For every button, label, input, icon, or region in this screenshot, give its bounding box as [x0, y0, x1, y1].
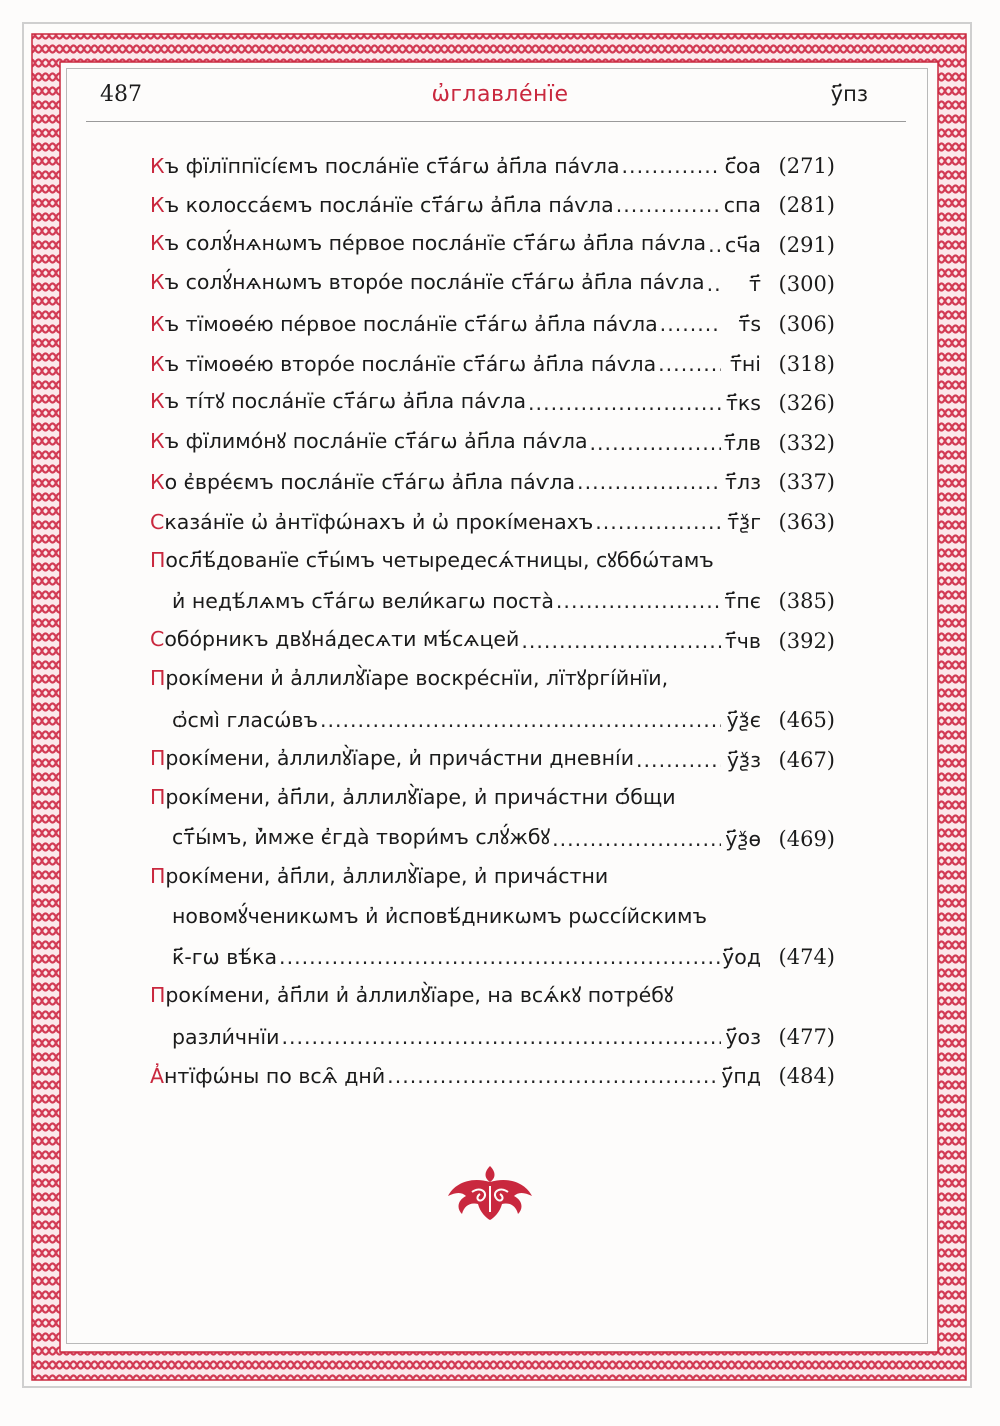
toc-entry	[150, 257, 835, 297]
toc-entry-title	[150, 229, 706, 257]
toc-page-slavonic: с҃оа	[724, 153, 761, 178]
leader-dots	[622, 154, 721, 178]
toc-entry-text: разли́чнїи	[172, 1024, 280, 1049]
leader-dots	[577, 470, 721, 494]
toc-entry	[150, 851, 835, 891]
toc-page-arabic: (281)	[778, 193, 835, 218]
toc-page-slavonic: т҃лз	[725, 470, 761, 495]
toc-entry-title	[150, 1064, 385, 1088]
leader-dots	[616, 193, 721, 217]
toc-entry-text: рокі́мени, а҆п҃ли, а҆ллилꙋ̀їаре, и҆ прича́стни ѻ҆́бщи	[165, 785, 676, 810]
toc-entry	[150, 613, 835, 653]
leader-dots	[281, 1025, 721, 1049]
header-rule	[86, 121, 906, 122]
toc-entry-title	[172, 823, 550, 851]
toc-page-slavonic: у҃ѯѳ	[725, 826, 761, 851]
red-initial: П	[150, 666, 166, 691]
toc-page-slavonic: у҃оз	[725, 1024, 761, 1049]
toc-page-arabic: (385)	[778, 589, 835, 614]
toc-page-slavonic: т҃ѯг	[727, 509, 761, 534]
toc-entry	[150, 772, 835, 812]
toc-entry-text: ҆нтїфѡ́ны по всѧ̑ дни̑	[164, 1064, 386, 1089]
toc-page-slavonic: т҃	[749, 272, 761, 297]
leader-dots	[636, 748, 721, 772]
toc-entry-title	[172, 945, 277, 969]
toc-entry-text: каза́нїе ѡ҆ а҆нтїфѡ́нахъ и҆ ѡ҆ прокі́менахъ	[164, 509, 594, 534]
toc-entry-title	[150, 981, 674, 1009]
toc-entry-title	[150, 352, 656, 376]
toc-entry	[150, 969, 835, 1009]
toc-entry-text: ъ солꙋ́нѧнѡмъ пе́рвое посла́нїе ст҃а́гѡ а҆п҃ла па́ѵла	[164, 230, 707, 255]
toc-entry	[150, 811, 835, 851]
toc-entry-text: и҆ недѣ́лѧмъ ст҃а́гѡ вели́кагѡ поста̀	[172, 589, 554, 614]
toc-entry-title	[172, 1025, 279, 1049]
toc-page-slavonic: т҃пє	[724, 589, 761, 614]
toc-entry	[150, 138, 835, 178]
leader-dots	[521, 629, 721, 653]
toc-entry-text: о є҆вре́ємъ посла́нїе ст҃а́гѡ а҆п҃ла па́ѵла	[164, 470, 576, 495]
toc-page-arabic: (392)	[778, 628, 835, 653]
toc-entry-text: ст҃ы́мъ, и҆̀мже є҆гда̀ твори́мъ слꙋ́жбꙋ	[172, 824, 551, 849]
toc-entry	[150, 296, 835, 336]
page-number-arabic: 487	[100, 82, 142, 107]
toc-entry-title	[150, 546, 714, 574]
toc-entry-title	[150, 387, 526, 415]
toc-page-arabic: (306)	[778, 311, 835, 336]
floral-ornament-icon	[440, 1162, 540, 1224]
toc-entry-text: рокі́мени, а҆п҃ли, а҆ллилꙋ̀їаре, и҆ прича́стни	[165, 864, 609, 889]
toc-entry-title	[150, 783, 676, 811]
toc-page-slavonic: у҃пд	[721, 1064, 761, 1089]
toc-entry	[150, 376, 835, 416]
toc-entry-title	[150, 312, 658, 336]
red-initial: П	[150, 547, 166, 572]
toc-entry-text: рокі́мени и҆ а҆ллилꙋ̀їаре воскре́снїи, лїтꙋргі́йнїи,	[165, 666, 669, 691]
leader-dots	[320, 708, 721, 732]
red-initial: К	[150, 153, 165, 178]
toc-page-slavonic: т҃лв	[723, 430, 761, 455]
toc-page-arabic: (363)	[778, 509, 835, 534]
toc-page-arabic: (484)	[778, 1064, 835, 1089]
toc-entry-text: ъ тїмоѳе́ю пе́рвое посла́нїе ст҃а́гѡ а҆п҃ла па́ѵла	[164, 311, 658, 336]
toc-entry	[150, 415, 835, 455]
red-initial: К	[150, 351, 165, 376]
toc-entry-title	[150, 470, 575, 494]
toc-entry-title	[172, 902, 707, 930]
toc-page-slavonic: сч҃а	[725, 232, 761, 257]
toc-entry-text: обо́рникъ двꙋна́десѧти мѣ́сѧцей	[164, 626, 520, 651]
leader-dots	[658, 352, 721, 376]
toc-entry	[150, 574, 835, 614]
leader-dots	[595, 510, 721, 534]
toc-entry-text: осл҃ѣ́дованїе ст҃ы́мъ четыредесѧ́тницы, сꙋббѡ́тамъ	[165, 547, 714, 572]
toc-page-slavonic: т҃чв	[724, 628, 761, 653]
toc-entry	[150, 1049, 835, 1089]
toc-page-arabic: (300)	[778, 272, 835, 297]
leader-dots	[590, 431, 721, 455]
red-initial: С	[150, 509, 165, 534]
red-initial: П	[150, 983, 166, 1008]
toc-page-slavonic: у҃од	[722, 945, 761, 970]
toc-page-arabic: (467)	[778, 747, 835, 772]
page-title: ѡ҆главле́нїе	[431, 82, 569, 107]
toc-entry-text: новомꙋ́ченикѡмъ и҆ и҆сповѣ́дникѡмъ рѡссі́йскимъ	[172, 903, 707, 928]
toc-page-arabic: (474)	[778, 945, 835, 970]
toc-entry-text: к҃-гѡ вѣ́ка	[172, 945, 278, 970]
red-initial: С	[150, 626, 165, 651]
toc-page-arabic: (332)	[778, 430, 835, 455]
toc-page-arabic: (477)	[778, 1024, 835, 1049]
leader-dots	[528, 391, 721, 415]
leader-dots	[660, 312, 721, 336]
toc-entry	[150, 178, 835, 218]
red-initial: К	[150, 311, 165, 336]
toc-entry	[150, 653, 835, 693]
toc-entry-title	[150, 862, 608, 890]
toc-entry-text: ъ ті́тꙋ посла́нїе ст҃а́гѡ а҆п҃ла па́ѵла	[164, 389, 527, 414]
toc-entry	[150, 494, 835, 534]
toc-entry	[150, 1009, 835, 1049]
toc-entry-title	[150, 268, 705, 296]
toc-page-arabic: (469)	[778, 826, 835, 851]
leader-dots	[279, 945, 720, 969]
red-initial: К	[150, 230, 165, 255]
toc-page-slavonic: спа	[723, 193, 761, 218]
toc-entry	[150, 455, 835, 495]
toc-page-arabic: (465)	[778, 707, 835, 732]
red-initial: К	[150, 428, 165, 453]
leader-dots	[556, 589, 721, 613]
leader-dots	[387, 1064, 719, 1088]
red-initial: П	[150, 864, 166, 889]
toc-page-slavonic: т҃кѕ	[725, 391, 761, 416]
toc-entry	[150, 890, 835, 930]
table-of-contents	[150, 138, 835, 1088]
red-initial: П	[150, 745, 166, 770]
leader-dots	[708, 233, 721, 257]
toc-entry	[150, 692, 835, 732]
toc-entry-text: ъ солꙋ́нѧнѡмъ второ́е посла́нїе ст҃а́гѡ а҆п҃ла па́ѵла	[164, 270, 705, 295]
toc-entry	[150, 732, 835, 772]
toc-entry	[150, 217, 835, 257]
toc-entry-text: ѻ҆смі̀ гласѡ́въ	[172, 707, 318, 732]
toc-entry-text: рокі́мени, а҆ллилꙋ̀їаре, и҆ прича́стни дневні́и	[165, 745, 635, 770]
toc-page-arabic: (337)	[778, 470, 835, 495]
toc-page-arabic: (291)	[778, 232, 835, 257]
toc-entry-title	[150, 664, 668, 692]
red-initial: К	[150, 193, 165, 218]
red-initial: А	[150, 1064, 165, 1089]
toc-entry-title	[150, 625, 519, 653]
leader-dots	[707, 272, 721, 296]
red-initial: К	[150, 270, 165, 295]
toc-entry	[150, 534, 835, 574]
toc-entry-text: ъ фїлїппїсі́ємъ посла́нїе ст҃а́гѡ а҆п҃ла па́ѵла	[164, 153, 620, 178]
toc-page-slavonic: т҃ѕ	[738, 311, 761, 336]
toc-entry	[150, 930, 835, 970]
toc-entry-title	[172, 589, 554, 613]
toc-entry-title	[172, 708, 318, 732]
red-initial: П	[150, 785, 166, 810]
toc-entry-text: ъ тїмоѳе́ю второ́е посла́нїе ст҃а́гѡ а҆п҃ла па́ѵла	[164, 351, 657, 376]
toc-page-arabic: (271)	[778, 153, 835, 178]
toc-entry-title	[150, 154, 620, 178]
toc-entry-text: ъ колосса́ємъ посла́нїе ст҃а́гѡ а҆п҃ла па́ѵла	[164, 193, 614, 218]
red-initial: К	[150, 389, 165, 414]
toc-entry-title	[150, 744, 634, 772]
toc-page-slavonic: у҃ѯє	[726, 707, 761, 732]
toc-entry-text: рокі́мени, а҆п҃ли и҆ а҆ллилꙋ̀їаре, на всѧ́кꙋ потре́бꙋ	[165, 983, 674, 1008]
toc-entry-title	[150, 193, 614, 217]
toc-page-slavonic: т҃ні	[729, 351, 761, 376]
toc-page-arabic: (326)	[778, 391, 835, 416]
toc-entry-title	[150, 427, 588, 455]
leader-dots	[552, 827, 721, 851]
page-number-slavonic: у҃пз	[830, 82, 868, 106]
toc-entry	[150, 336, 835, 376]
toc-entry-text: ъ фїлимо́нꙋ посла́нїе ст҃а́гѡ а҆п҃ла па́ѵла	[164, 428, 588, 453]
toc-page-slavonic: у҃ѯз	[726, 747, 761, 772]
toc-entry-title	[150, 510, 593, 534]
toc-page-arabic: (318)	[778, 351, 835, 376]
red-initial: К	[150, 470, 165, 495]
